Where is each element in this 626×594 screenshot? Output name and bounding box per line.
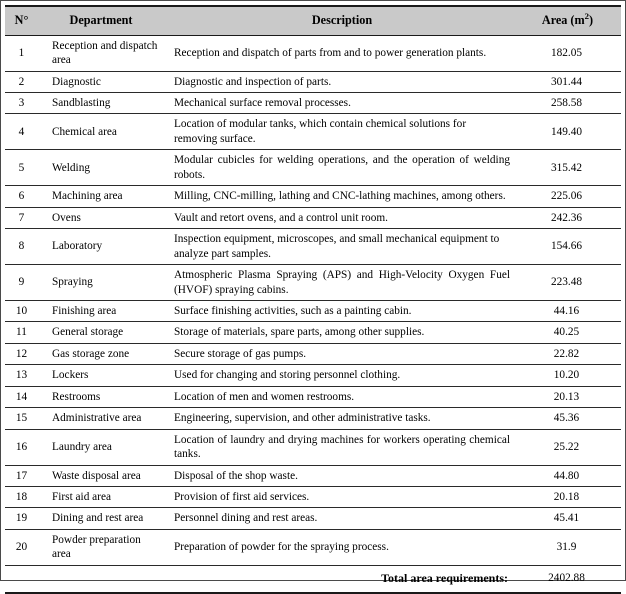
table-row	[5, 229, 621, 265]
table-footer	[5, 565, 621, 593]
cell-department: First aid area	[38, 487, 166, 508]
cell-number: 12	[5, 343, 38, 364]
cell-department: Administrative area	[38, 408, 166, 429]
cell-description: Reception and dispatch of parts from and to power generation plants.	[166, 35, 518, 71]
column-header-area-main: Area (m	[541, 13, 585, 27]
cell-department: Sandblasting	[38, 92, 166, 113]
table-row	[5, 92, 621, 113]
cell-department: Finishing area	[38, 300, 166, 321]
table-row	[5, 343, 621, 364]
cell-department: Machining area	[38, 186, 166, 207]
cell-number: 9	[5, 265, 38, 301]
cell-number: 3	[5, 92, 38, 113]
table-row	[5, 186, 621, 207]
table-row	[5, 35, 621, 71]
cell-area: 315.42	[518, 150, 621, 186]
cell-description: Surface finishing activities, such as a painting cabin.	[166, 300, 518, 321]
cell-number: 17	[5, 465, 38, 486]
table-row	[5, 265, 621, 301]
cell-area: 223.48	[518, 265, 621, 301]
column-header-description: Description	[166, 6, 518, 35]
table-container	[5, 5, 621, 594]
cell-department: Waste disposal area	[38, 465, 166, 486]
cell-description: Location of modular tanks, which contain chemical solutions for removing surface.	[166, 114, 518, 150]
table-row	[5, 150, 621, 186]
table-body	[5, 35, 621, 565]
column-header-area	[518, 6, 621, 35]
cell-description: Vault and retort ovens, and a control unit room.	[166, 207, 518, 228]
cell-area: 44.80	[518, 465, 621, 486]
cell-area: 154.66	[518, 229, 621, 265]
cell-department: Ovens	[38, 207, 166, 228]
table-row	[5, 386, 621, 407]
header-row	[5, 6, 621, 35]
department-area-table	[5, 5, 621, 594]
cell-area: 149.40	[518, 114, 621, 150]
table-row	[5, 365, 621, 386]
cell-description: Provision of first aid services.	[166, 487, 518, 508]
table-row	[5, 322, 621, 343]
cell-description: Modular cubicles for welding operations, and the operation of welding robots.	[166, 150, 518, 186]
cell-area: 10.20	[518, 365, 621, 386]
cell-department: Spraying	[38, 265, 166, 301]
cell-area: 40.25	[518, 322, 621, 343]
cell-number: 10	[5, 300, 38, 321]
cell-description: Milling, CNC-milling, lathing and CNC-lathing machines, among others.	[166, 186, 518, 207]
table-row	[5, 487, 621, 508]
cell-description: Personnel dining and rest areas.	[166, 508, 518, 529]
table-row	[5, 207, 621, 228]
total-spacer	[5, 565, 166, 593]
table-row	[5, 71, 621, 92]
cell-number: 16	[5, 429, 38, 465]
cell-area: 182.05	[518, 35, 621, 71]
table-row	[5, 114, 621, 150]
cell-description: Mechanical surface removal processes.	[166, 92, 518, 113]
column-header-area-superscript: 2	[584, 10, 590, 21]
cell-area: 22.82	[518, 343, 621, 364]
cell-number: 15	[5, 408, 38, 429]
table-row	[5, 429, 621, 465]
cell-department: Lockers	[38, 365, 166, 386]
cell-number: 14	[5, 386, 38, 407]
cell-department: Welding	[38, 150, 166, 186]
table-row	[5, 408, 621, 429]
cell-number: 8	[5, 229, 38, 265]
cell-description: Inspection equipment, microscopes, and small mechanical equipment to analyze part samples.	[166, 229, 518, 265]
cell-description: Secure storage of gas pumps.	[166, 343, 518, 364]
cell-description: Location of laundry and drying machines for workers operating chemical tanks.	[166, 429, 518, 465]
cell-department: Reception and dispatch area	[38, 35, 166, 71]
cell-department: Powder preparation area	[38, 529, 166, 565]
cell-department: Dining and rest area	[38, 508, 166, 529]
cell-number: 5	[5, 150, 38, 186]
table-header	[5, 6, 621, 35]
cell-description: Preparation of powder for the spraying process.	[166, 529, 518, 565]
cell-area: 25.22	[518, 429, 621, 465]
cell-number: 7	[5, 207, 38, 228]
cell-number: 4	[5, 114, 38, 150]
cell-department: General storage	[38, 322, 166, 343]
table-row	[5, 508, 621, 529]
cell-number: 18	[5, 487, 38, 508]
column-header-number: N°	[5, 6, 38, 35]
cell-department: Gas storage zone	[38, 343, 166, 364]
cell-description: Disposal of the shop waste.	[166, 465, 518, 486]
cell-number: 6	[5, 186, 38, 207]
cell-area: 45.36	[518, 408, 621, 429]
column-header-department: Department	[38, 6, 166, 35]
cell-description: Atmospheric Plasma Spraying (APS) and High-Velocity Oxygen Fuel (HVOF) spraying cabins.	[166, 265, 518, 301]
cell-description: Storage of materials, spare parts, among other supplies.	[166, 322, 518, 343]
table-row	[5, 300, 621, 321]
cell-area: 225.06	[518, 186, 621, 207]
cell-description: Location of men and women restrooms.	[166, 386, 518, 407]
cell-description: Used for changing and storing personnel clothing.	[166, 365, 518, 386]
total-row	[5, 565, 621, 593]
cell-area: 45.41	[518, 508, 621, 529]
total-label: Total area requirements:	[166, 565, 518, 593]
cell-number: 2	[5, 71, 38, 92]
cell-area: 258.58	[518, 92, 621, 113]
cell-department: Laboratory	[38, 229, 166, 265]
cell-department: Chemical area	[38, 114, 166, 150]
cell-number: 1	[5, 35, 38, 71]
cell-description: Diagnostic and inspection of parts.	[166, 71, 518, 92]
cell-department: Diagnostic	[38, 71, 166, 92]
column-header-area-tail: )	[589, 13, 594, 27]
table-row	[5, 529, 621, 565]
cell-description: Engineering, supervision, and other administrative tasks.	[166, 408, 518, 429]
cell-area: 301.44	[518, 71, 621, 92]
cell-number: 13	[5, 365, 38, 386]
cell-area: 20.13	[518, 386, 621, 407]
cell-area: 242.36	[518, 207, 621, 228]
cell-area: 44.16	[518, 300, 621, 321]
table-row	[5, 465, 621, 486]
cell-number: 19	[5, 508, 38, 529]
cell-area: 20.18	[518, 487, 621, 508]
cell-area: 31.9	[518, 529, 621, 565]
cell-number: 20	[5, 529, 38, 565]
cell-department: Laundry area	[38, 429, 166, 465]
cell-department: Restrooms	[38, 386, 166, 407]
total-value: 2402.88	[518, 565, 621, 593]
cell-number: 11	[5, 322, 38, 343]
